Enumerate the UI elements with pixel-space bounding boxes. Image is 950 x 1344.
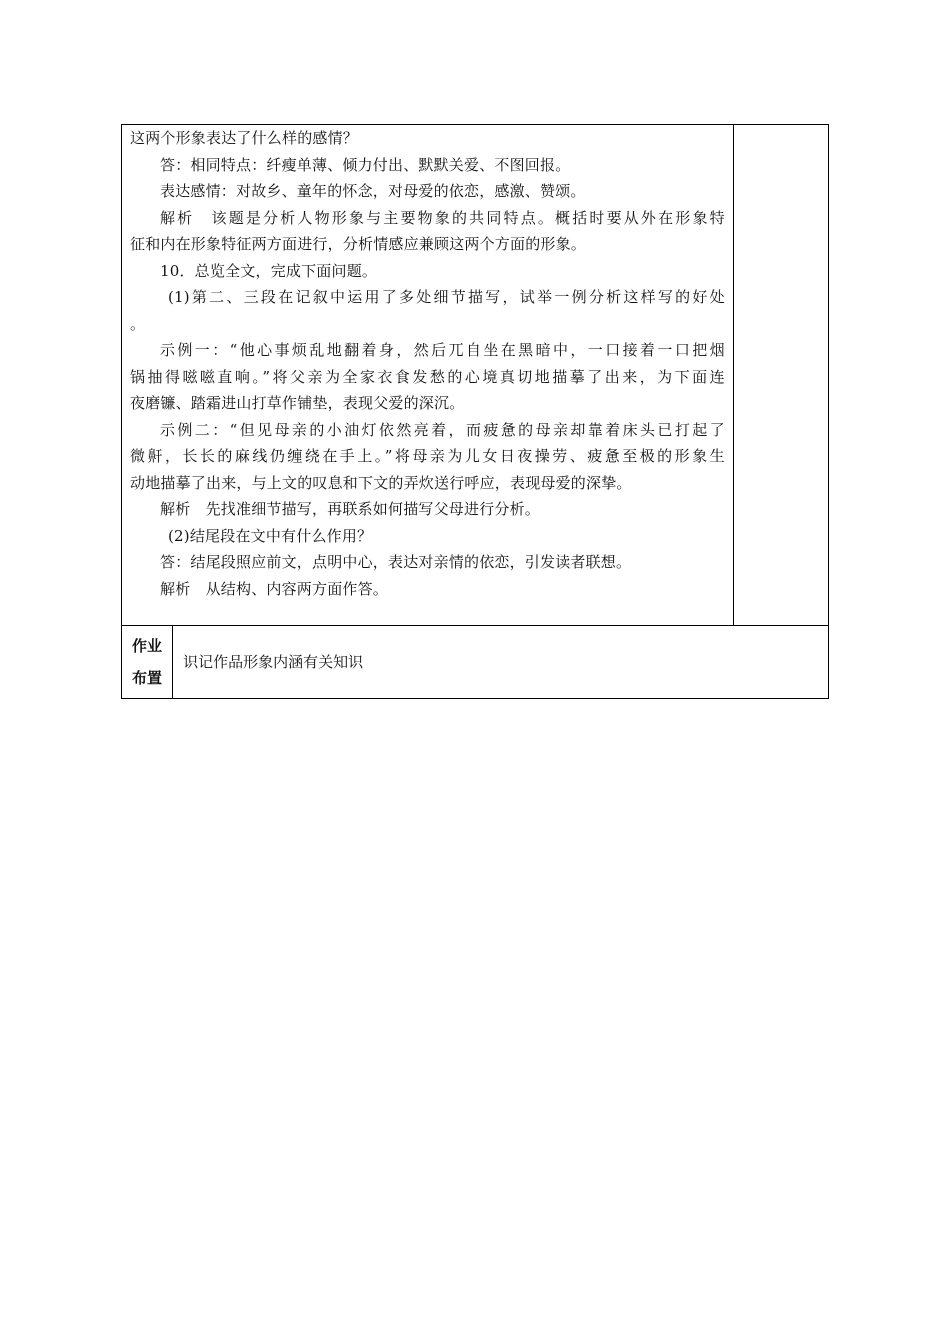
text-line: 微鼾，长长的麻线仍缠绕在手上。”将母亲为儿女日夜操劳、疲惫至极的形象生 [130, 447, 725, 465]
homework-content: 识记作品形象内涵有关知识 [173, 626, 829, 699]
homework-label-line1: 作业 [132, 637, 163, 655]
homework-row [122, 626, 829, 699]
text-line: 解析 从结构、内容两方面作答。 [160, 579, 389, 598]
side-notes-cell [733, 125, 828, 626]
text-line: 动地描摹了出来，与上文的叹息和下文的弄炊送行呼应，表现母爱的深挚。 [130, 473, 632, 492]
text-line: 解析 该题是分析人物形象与主要物象的共同特点。概括时要从外在形象特 [160, 208, 725, 227]
text-line: 解析 先找准细节描写，再联系如何描写父母进行分析。 [160, 500, 541, 518]
text-line: 。 [130, 314, 146, 333]
text-line: 征和内在形象特征两方面进行，分析情感应兼顾这两个方面的形象。 [130, 235, 587, 253]
homework-label-line2: 布置 [132, 669, 163, 687]
text-line: 示例二：“但见母亲的小油灯依然亮着，而疲惫的母亲却靠着床头已打起了 [160, 420, 725, 439]
text-line: 示例一：“他心事烦乱地翻着身，然后兀自坐在黑暗中，一口接着一口把烟 [160, 341, 725, 359]
text-line: 答：结尾段照应前文，点明中心，表达对亲情的依恋，引发读者联想。 [160, 553, 632, 571]
text-line: 10．总览全文，完成下面问题。 [160, 261, 378, 280]
homework-label [122, 626, 173, 699]
content-row [122, 125, 829, 626]
text-line: 答：相同特点：纤瘦单薄、倾力付出、默默关爱、不图回报。 [160, 155, 571, 174]
text-line: 这两个形象表达了什么样的感情？ [130, 129, 359, 147]
text-line: 表达感情：对故乡、童年的怀念，对母爱的依恋，感激、赞颂。 [160, 182, 586, 200]
text-line: 锅抽得嗞嗞直响。”将父亲为全家衣食发愁的心境真切地描摹了出来，为下面连 [130, 367, 725, 386]
text-line: 夜磨镰、踏霜进山打草作铺垫，表现父爱的深沉。 [130, 394, 465, 412]
text-line: (1)第二、三段在记叙中运用了多处细节描写，试举一例分析这样写的好处 [168, 288, 725, 306]
lesson-table [121, 124, 829, 699]
answer-content-cell [122, 125, 734, 626]
text-line: (2)结尾段在文中有什么作用？ [168, 526, 373, 545]
